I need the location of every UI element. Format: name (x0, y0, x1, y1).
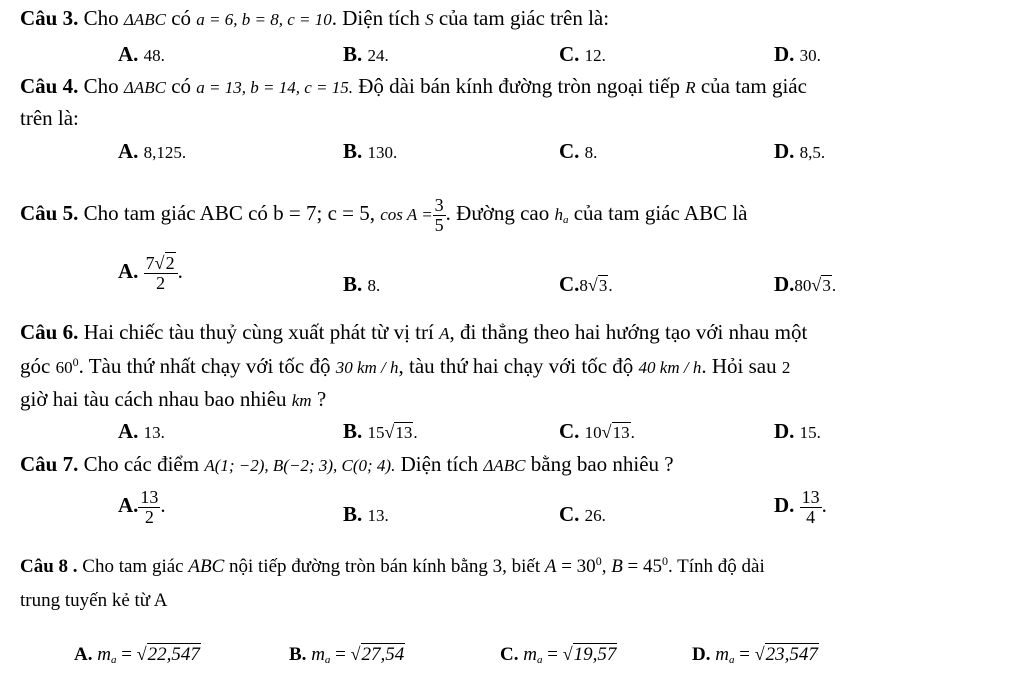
q7-option-d[interactable] (774, 488, 827, 527)
fraction-denominator: 2 (144, 506, 154, 527)
option-value (794, 276, 836, 295)
sqrt-icon: √ (154, 253, 165, 273)
q8-text: Cho tam giác (77, 556, 189, 577)
q4-option-d[interactable] (774, 139, 825, 164)
option-label: D. (774, 42, 795, 66)
option-value: 30. (799, 46, 821, 65)
q7-text: bằng bao nhiêu ? (525, 452, 674, 476)
q8-option-b[interactable]: B. $m_a = √27,54$ (289, 644, 405, 666)
q6-text: giờ hai tàu cách nhau bao nhiêu (20, 387, 292, 411)
option-value (585, 423, 635, 442)
q6-text: . Hỏi sau (701, 354, 782, 378)
median-symbol: m (311, 644, 325, 665)
q7-option-b[interactable] (343, 502, 389, 527)
q3-option-d[interactable] (774, 42, 821, 67)
q5-height-symbol: h (554, 205, 563, 225)
q8-triangle: ABC (188, 556, 225, 577)
option-value: 26. (584, 506, 606, 525)
option-label: C. (559, 419, 580, 443)
option-tail: . (413, 423, 418, 442)
q8-text: nội tiếp đường tròn bán kính bằng 3, biết (224, 556, 545, 577)
q7-triangle: ΔABC (483, 456, 526, 475)
option-label: D. (774, 139, 795, 163)
q8-option-d[interactable]: D. $m_a = √23,547$ (692, 644, 818, 666)
option-label: D. (774, 272, 795, 296)
option-label: C. (559, 502, 580, 526)
median-symbol: m (523, 644, 537, 665)
option-value: 24. (367, 46, 389, 65)
option-tail: . (608, 276, 613, 295)
option-value (579, 276, 612, 295)
option-value (755, 644, 819, 665)
q6-text: . Tàu thứ nhất chạy với tốc độ (78, 354, 336, 378)
radicand: 2 (165, 253, 175, 273)
q7-option-a[interactable] (118, 488, 166, 527)
q7-points: A(1; −2), B(−2; 3), C(0; 4). (204, 456, 396, 475)
option-label: D. (692, 644, 711, 665)
q6-angle: 60 (55, 358, 73, 377)
question-6-label: Câu 6. (20, 320, 79, 344)
q6-speed-2: 40 km / h (638, 358, 702, 377)
option-value: 8,125. (143, 143, 187, 162)
q3-option-c[interactable] (559, 42, 606, 67)
coefficient: 80 (794, 276, 812, 295)
option-label: A. (74, 644, 93, 665)
option-label: D. (774, 493, 795, 518)
q4-text: Độ dài bán kính đường tròn ngoại tiếp (353, 74, 686, 98)
question-3-stem (20, 6, 609, 31)
q3-symbol: S (425, 10, 434, 29)
q6-option-a[interactable] (118, 419, 165, 444)
q4-text: có (165, 74, 197, 98)
q6-text: Hai chiếc tàu thuỷ cùng xuất phát từ vị trí (78, 320, 440, 344)
option-label: A. (118, 493, 139, 518)
option-value (368, 423, 418, 442)
option-value: 130. (367, 143, 398, 162)
option-value: 8. (367, 276, 381, 295)
option-label: D. (774, 419, 795, 443)
median-subscript: a (728, 654, 735, 666)
q8-text: . Tính độ dài (668, 556, 765, 577)
sqrt-icon: √ (350, 644, 361, 664)
q6-option-c[interactable] (559, 419, 635, 444)
degree-mark: 0 (595, 554, 602, 568)
question-6-stem-line3 (20, 387, 326, 412)
q3-text: Cho (78, 6, 124, 30)
question-8-stem (20, 554, 765, 579)
question-6-stem (20, 320, 807, 345)
question-4-stem-cont: trên là: (20, 106, 79, 130)
q5-option-a[interactable] (118, 254, 183, 293)
median-subscript: a (324, 654, 331, 666)
option-value: 13. (367, 506, 389, 525)
option-tail: . (630, 423, 635, 442)
coefficient: 10 (584, 423, 602, 442)
q4-option-c[interactable] (559, 139, 597, 164)
option-label: A. (118, 419, 139, 443)
option-label: B. (343, 502, 363, 526)
q5-cos: cos A = (380, 205, 433, 225)
question-4-stem (20, 74, 807, 99)
q6-option-d[interactable] (774, 419, 821, 444)
option-label: B. (343, 42, 363, 66)
fraction-denominator: 4 (806, 506, 816, 527)
q8-option-c[interactable]: C. $m_a = √19,57$ (500, 644, 617, 666)
q4-text: Cho (78, 74, 124, 98)
option-label: A. (118, 139, 139, 163)
q8-angle-a: A (544, 556, 557, 577)
option-label: C. (559, 272, 580, 296)
q3-given: a = 6, b = 8, c = 10 (196, 10, 332, 29)
option-tail: . (160, 493, 166, 518)
option-label: A. (118, 259, 139, 284)
q5-text: Cho tam giác ABC có b = 7; c = 5, (78, 201, 381, 226)
q5-text: . Đường cao (445, 201, 555, 226)
q5-option-d[interactable] (774, 272, 836, 297)
q8-angle-b: B (611, 556, 623, 577)
sqrt-icon: √ (384, 422, 395, 442)
q4-text: của tam giác (695, 74, 807, 98)
sqrt-icon: √ (587, 275, 598, 295)
option-fraction (800, 488, 822, 527)
q3-triangle: ΔABC (123, 10, 166, 29)
q7-text: Diện tích (395, 452, 484, 476)
q3-option-b[interactable] (343, 42, 389, 67)
radicand: 3 (598, 276, 608, 295)
option-label: C. (559, 42, 580, 66)
sqrt-icon: √ (601, 422, 612, 442)
question-5-label: Câu 5. (20, 201, 79, 226)
option-label: B. (343, 272, 363, 296)
coefficient: 7 (145, 253, 155, 273)
option-tail: . (831, 276, 837, 295)
sqrt-icon: √ (754, 644, 765, 664)
q4-symbol: R (685, 78, 696, 97)
q8-angle-a-value: = 30 (556, 556, 596, 577)
option-value (563, 644, 618, 665)
q5-height-subscript: a (562, 214, 569, 227)
q4-option-b[interactable] (343, 139, 397, 164)
question-3-label: Câu 3. (20, 6, 79, 30)
option-value: 8,5. (799, 143, 826, 162)
coefficient: 8 (579, 276, 588, 295)
option-label: A. (118, 42, 139, 66)
radicand: 27,54 (361, 644, 405, 665)
option-value: 15. (799, 423, 821, 442)
option-fraction (144, 254, 178, 293)
q6-text: , đi thẳng theo hai hướng tạo với nhau một (449, 320, 808, 344)
q8-text: , (601, 556, 612, 577)
radicand: 23,547 (765, 644, 818, 665)
fraction-numerator: 13 (140, 487, 159, 507)
q3-option-a[interactable] (118, 42, 165, 67)
degree-mark: 0 (662, 554, 669, 568)
q6-text: , tàu thứ hai chạy với tốc độ (398, 354, 639, 378)
option-value: 8. (584, 143, 598, 162)
q3-text: . Diện tích (331, 6, 426, 30)
q6-hours: 2 (781, 358, 791, 377)
question-4-label: Câu 4. (20, 74, 79, 98)
question-5-stem (20, 196, 748, 235)
q8-angle-b-value: = 45 (622, 556, 663, 577)
option-tail: . (821, 493, 827, 518)
radicand: 19,57 (573, 644, 617, 665)
option-tail: . (177, 259, 183, 284)
option-label: C. (500, 644, 519, 665)
coefficient: 15 (367, 423, 385, 442)
q5-fraction (433, 196, 446, 235)
q4-option-a[interactable] (118, 139, 186, 164)
option-value: 13. (143, 423, 165, 442)
q3-text: có (165, 6, 197, 30)
question-7-label: Câu 7. (20, 452, 79, 476)
fraction-numerator: 3 (434, 195, 444, 215)
q5-option-b[interactable] (343, 272, 380, 297)
option-fraction (138, 488, 160, 527)
option-label: B. (289, 644, 307, 665)
median-symbol: m (715, 644, 729, 665)
option-value (351, 644, 406, 665)
question-6-stem-line2 (20, 354, 790, 379)
median-subscript: a (110, 654, 117, 666)
q3-text: của tam giác trên là: (433, 6, 610, 30)
radicand: 13 (612, 423, 630, 442)
sqrt-icon: √ (811, 275, 822, 295)
question-8-label: Câu 8 . (20, 556, 78, 577)
q6-point: A (439, 324, 450, 343)
q5-option-c[interactable] (559, 272, 613, 297)
q6-text: góc (20, 354, 56, 378)
q7-text: Cho các điểm (78, 452, 205, 476)
option-value (137, 644, 201, 665)
fraction-denominator: 5 (434, 214, 444, 235)
option-label: B. (343, 419, 363, 443)
q7-option-c[interactable] (559, 502, 606, 527)
q4-triangle: ΔABC (123, 78, 166, 97)
q8-option-a[interactable]: A. $m_a = √22,547$ (74, 644, 200, 666)
q6-unit: km (291, 391, 312, 410)
q4-given: a = 13, b = 14, c = 15. (196, 78, 354, 97)
sqrt-icon: √ (562, 644, 573, 664)
fraction-numerator: 13 (801, 487, 820, 507)
radicand: 3 (822, 276, 831, 295)
option-value: 12. (584, 46, 606, 65)
degree-mark: 0 (72, 355, 79, 369)
q6-option-b[interactable] (343, 419, 418, 444)
radicand: 13 (395, 423, 413, 442)
option-label: C. (559, 139, 580, 163)
radicand: 22,547 (147, 644, 200, 665)
fraction-numerator (144, 254, 178, 274)
q6-speed-1: 30 km / h (335, 358, 399, 377)
median-symbol: m (97, 644, 111, 665)
option-value: 48. (143, 46, 165, 65)
fraction-denominator: 2 (156, 272, 166, 293)
q6-text: ? (311, 387, 327, 411)
sqrt-icon: √ (136, 644, 147, 664)
median-subscript: a (536, 654, 543, 666)
question-7-stem (20, 452, 674, 477)
question-8-stem-cont: trung tuyến kẻ từ A (20, 590, 168, 611)
q5-text: của tam giác ABC là (568, 201, 748, 226)
option-label: B. (343, 139, 363, 163)
